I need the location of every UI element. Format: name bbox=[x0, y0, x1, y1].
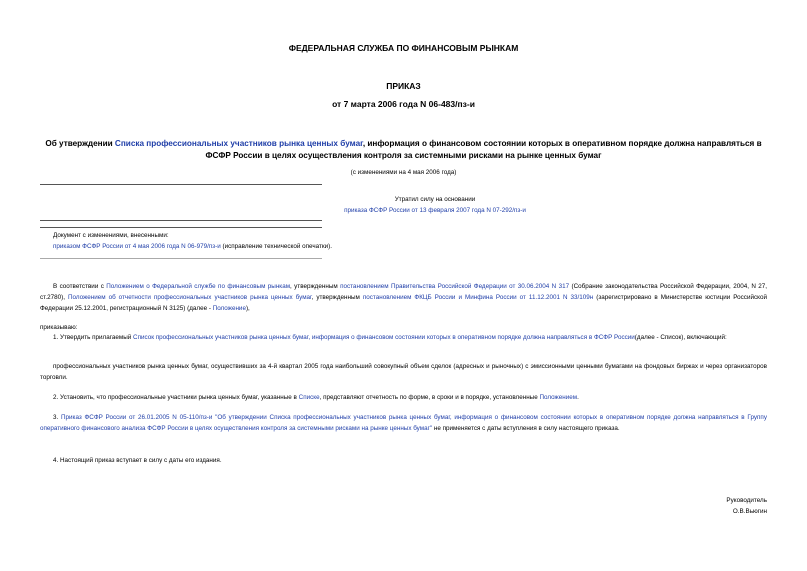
paragraph-text: , представляют отчетность по форме, в сроки и в порядке, установленные bbox=[319, 394, 540, 401]
list-appendix-link[interactable]: Список профессиональных участников рынка ценных бумаг, информация о финансовом состоянии которых в оперативном порядке должна направляться в ФСФР России bbox=[133, 334, 635, 341]
regulation-short-link[interactable]: Положение bbox=[212, 305, 246, 312]
changes-line bbox=[53, 243, 332, 250]
title-list-link[interactable]: Списка профессиональных участников рынка ценных бумаг bbox=[114, 139, 363, 148]
paragraph-1-sub: профессиональных участников рынка ценных бумаг, осуществивших за 4-й квартал 2005 года наибольший совокупный объем сделок (адресных и рыночных) с эмиссионными ценными бумагами на фондовых биржах и через организаторов торговли. bbox=[40, 363, 767, 381]
signature-name: О.В.Вьюгин bbox=[732, 508, 767, 515]
title-pre: Об утверждении bbox=[45, 139, 115, 148]
divider bbox=[40, 184, 322, 185]
paragraph-text: 1. Утвердить прилагаемый bbox=[53, 334, 134, 341]
government-decree-link[interactable]: постановлением Правительства Российской Федерации от 30.06.2004 N 317 bbox=[340, 283, 570, 290]
regulation-link[interactable]: Положением bbox=[539, 394, 578, 401]
paragraph-3 bbox=[40, 412, 767, 434]
old-order-link[interactable]: Приказ ФСФР России от 26.01.2005 N 05-110/пз-и "Об утверждении Списка профессиональных участников рынка ценных бумаг, информация о финансовом состоянии которых в оперативном порядке должна направляться в Группу оперативного финансового анализа ФСФР России в целях осуществления контроля за системными рисками на рынке ценных бумаг" bbox=[40, 414, 767, 432]
preamble-text: В соответствии с bbox=[53, 283, 107, 290]
changes-suffix: (исправление технической опечатки). bbox=[220, 243, 332, 250]
paragraph-4: 4. Настоящий приказ вступает в силу с даты его издания. bbox=[53, 457, 222, 464]
signature-role: Руководитель bbox=[726, 497, 767, 504]
paragraph-text: . bbox=[577, 394, 579, 401]
changes-link[interactable]: приказом ФСФР России от 4 мая 2006 года N 06-979/пз-и bbox=[53, 243, 221, 250]
date-number-heading: от 7 марта 2006 года N 06-483/пз-и bbox=[332, 99, 475, 109]
divider bbox=[40, 227, 322, 228]
list-link[interactable]: Списке bbox=[298, 394, 320, 401]
paragraph-text: 2. Установить, что профессиональные участники рынка ценных бумаг, указанные в bbox=[53, 394, 299, 401]
paragraph-text: не применяется с даты вступления в силу настоящего приказа. bbox=[432, 425, 620, 432]
document-title bbox=[40, 138, 767, 162]
order-word: приказываю: bbox=[40, 324, 78, 331]
reporting-regulation-link[interactable]: Положением об отчетности профессиональных участников рынка ценных бумаг bbox=[67, 294, 312, 301]
doc-type-heading: ПРИКАЗ bbox=[386, 81, 421, 91]
preamble-text: ), bbox=[245, 305, 250, 312]
changes-label: Документ с изменениями, внесенными: bbox=[53, 232, 169, 239]
amendment-note: (с изменениями на 4 мая 2006 года) bbox=[350, 169, 457, 176]
lost-force-text: Утратил силу на основании bbox=[394, 196, 476, 203]
paragraph-2 bbox=[40, 392, 767, 403]
lost-force-line bbox=[250, 207, 620, 214]
preamble-text: , утвержденным bbox=[311, 294, 363, 301]
preamble-text: (Собрание законодательства Российской Федерации, 2004, N 27, ст.2780), bbox=[40, 283, 768, 301]
regulation-fsfr-link[interactable]: Положением о Федеральной службе по финансовым рынкам bbox=[106, 283, 291, 290]
paragraph-text: (далее - Список), включающий: bbox=[634, 334, 727, 341]
paragraph-1 bbox=[40, 332, 767, 343]
fkcb-decree-link[interactable]: постановлением ФКЦБ России и Минфина России от 11.12.2001 N 33/109н bbox=[362, 294, 594, 301]
divider bbox=[40, 258, 322, 259]
title-post: , информация о финансовом состоянии которых в оперативном порядке должна направляться в ФСФР России в целях осуществления контроля за системными рисками на рынке ценных бумаг bbox=[205, 139, 762, 160]
divider bbox=[40, 220, 322, 221]
agency-heading: ФЕДЕРАЛЬНАЯ СЛУЖБА ПО ФИНАНСОВЫМ РЫНКАМ bbox=[288, 43, 519, 53]
lost-force-link[interactable]: приказа ФСФР России от 13 февраля 2007 года N 07-292/пз-и bbox=[344, 207, 526, 214]
paragraph-text: 3. bbox=[53, 414, 61, 421]
preamble-paragraph bbox=[40, 281, 767, 314]
preamble-text: , утвержденным bbox=[290, 283, 341, 290]
preamble-text: (зарегистрировано в Министерстве юстиции Российской Федерации 25.12.2001, регистрационный N 3125) (далее - bbox=[40, 294, 767, 312]
